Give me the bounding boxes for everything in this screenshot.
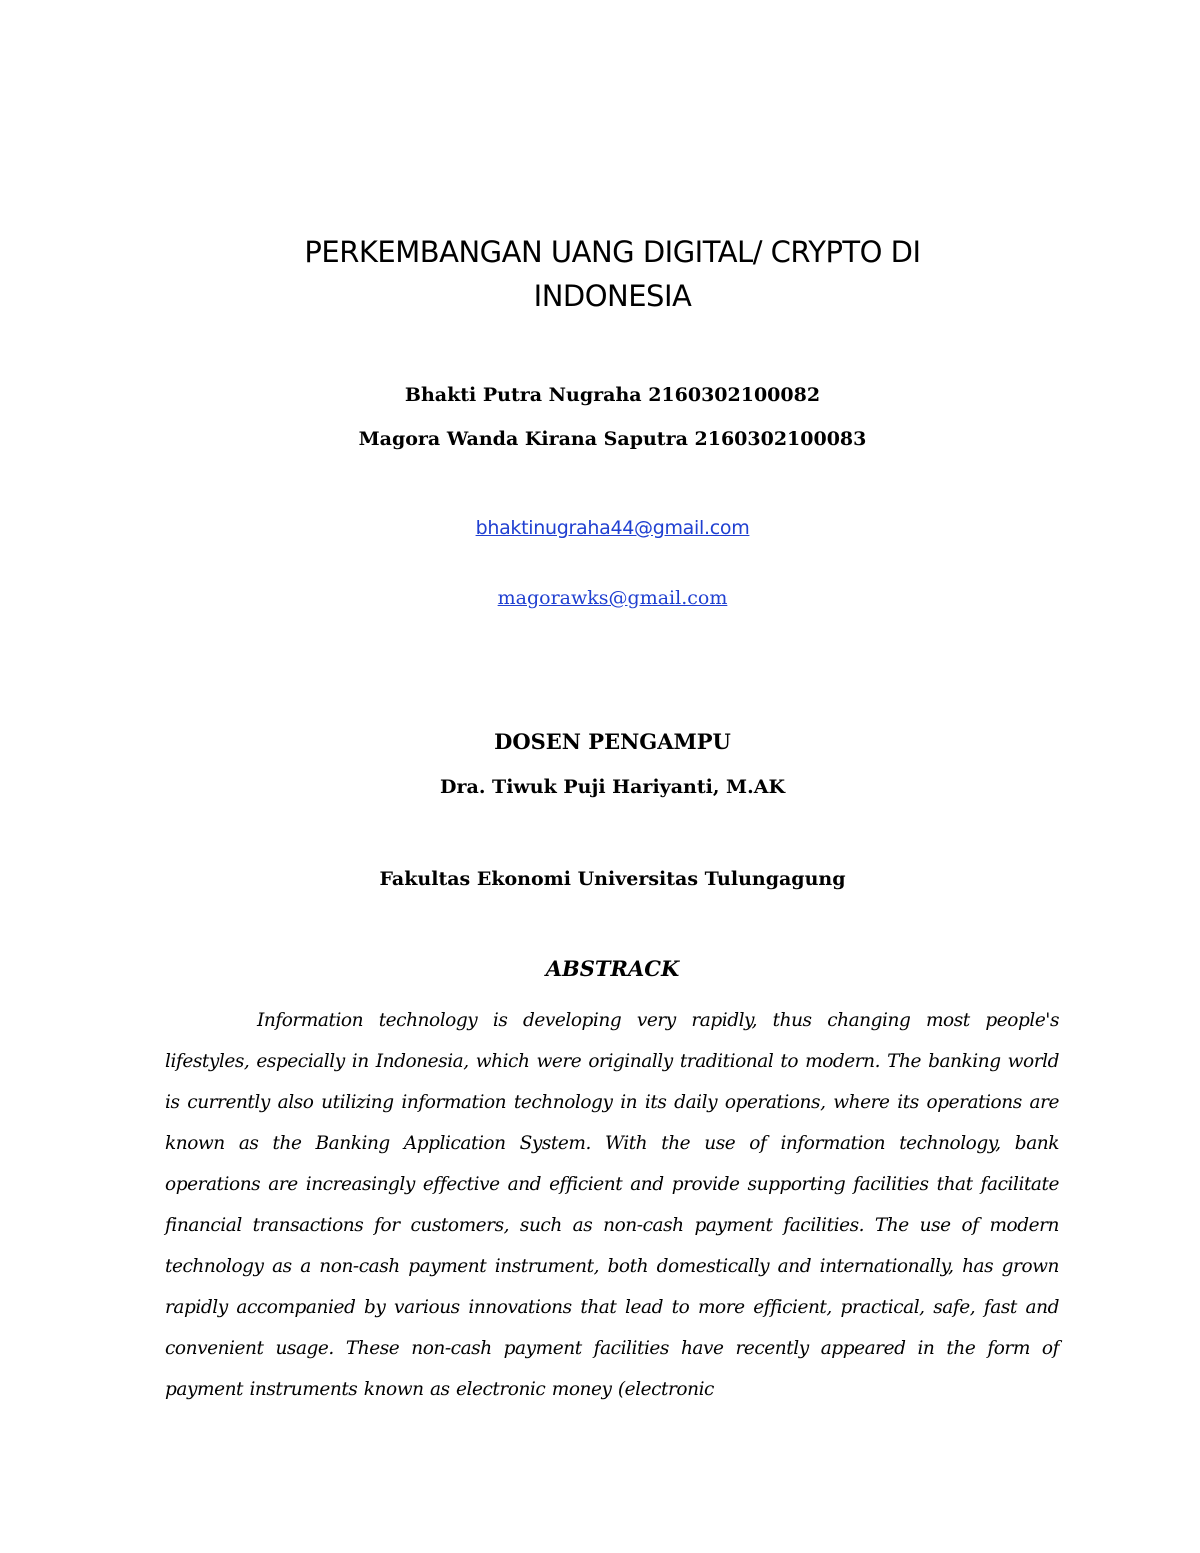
author-2-email	[150, 589, 1075, 608]
paper-title-line-2: INDONESIA	[533, 279, 692, 313]
abstract-body: Information technology is developing very rapidly, thus changing most people's lifestyles, especially in Indonesia, which were originally traditional to modern. The banking world is currently also utilizing information technology in its daily operations, where its operations are known as the Banking Application System. With the use of information technology, bank operations are increasingly effective and efficient and provide supporting facilities that facilitate financial transactions for customers, such as non-cash payment facilities. The use of modern technology as a non-cash payment instrument, both domestically and internationally, has grown rapidly accompanied by various innovations that lead to more efficient, practical, safe, fast and convenient usage. These non-cash payment facilities have recently appeared in the form of payment instruments known as electronic money (electronic	[165, 1010, 1059, 1400]
faculty-name: Fakultas Ekonomi Universitas Tulungagung	[379, 868, 846, 890]
dosen-name: Dra. Tiwuk Puji Hariyanti, M.AK	[440, 776, 785, 798]
paper-title-line-1: PERKEMBANGAN UANG DIGITAL/ CRYPTO DI	[304, 235, 921, 269]
abstract-heading: ABSTRACK	[545, 956, 680, 981]
dosen-heading: DOSEN PENGAMPU	[494, 729, 731, 754]
author-2-email-link[interactable]: magorawks@gmail.com	[497, 587, 728, 609]
author-2: Magora Wanda Kirana Saputra 2160302100083	[358, 428, 867, 450]
author-1-email-link[interactable]: bhaktinugraha44@gmail.com	[475, 517, 750, 539]
author-1-email	[150, 519, 1075, 538]
author-1: Bhakti Putra Nugraha 2160302100082	[404, 384, 821, 406]
